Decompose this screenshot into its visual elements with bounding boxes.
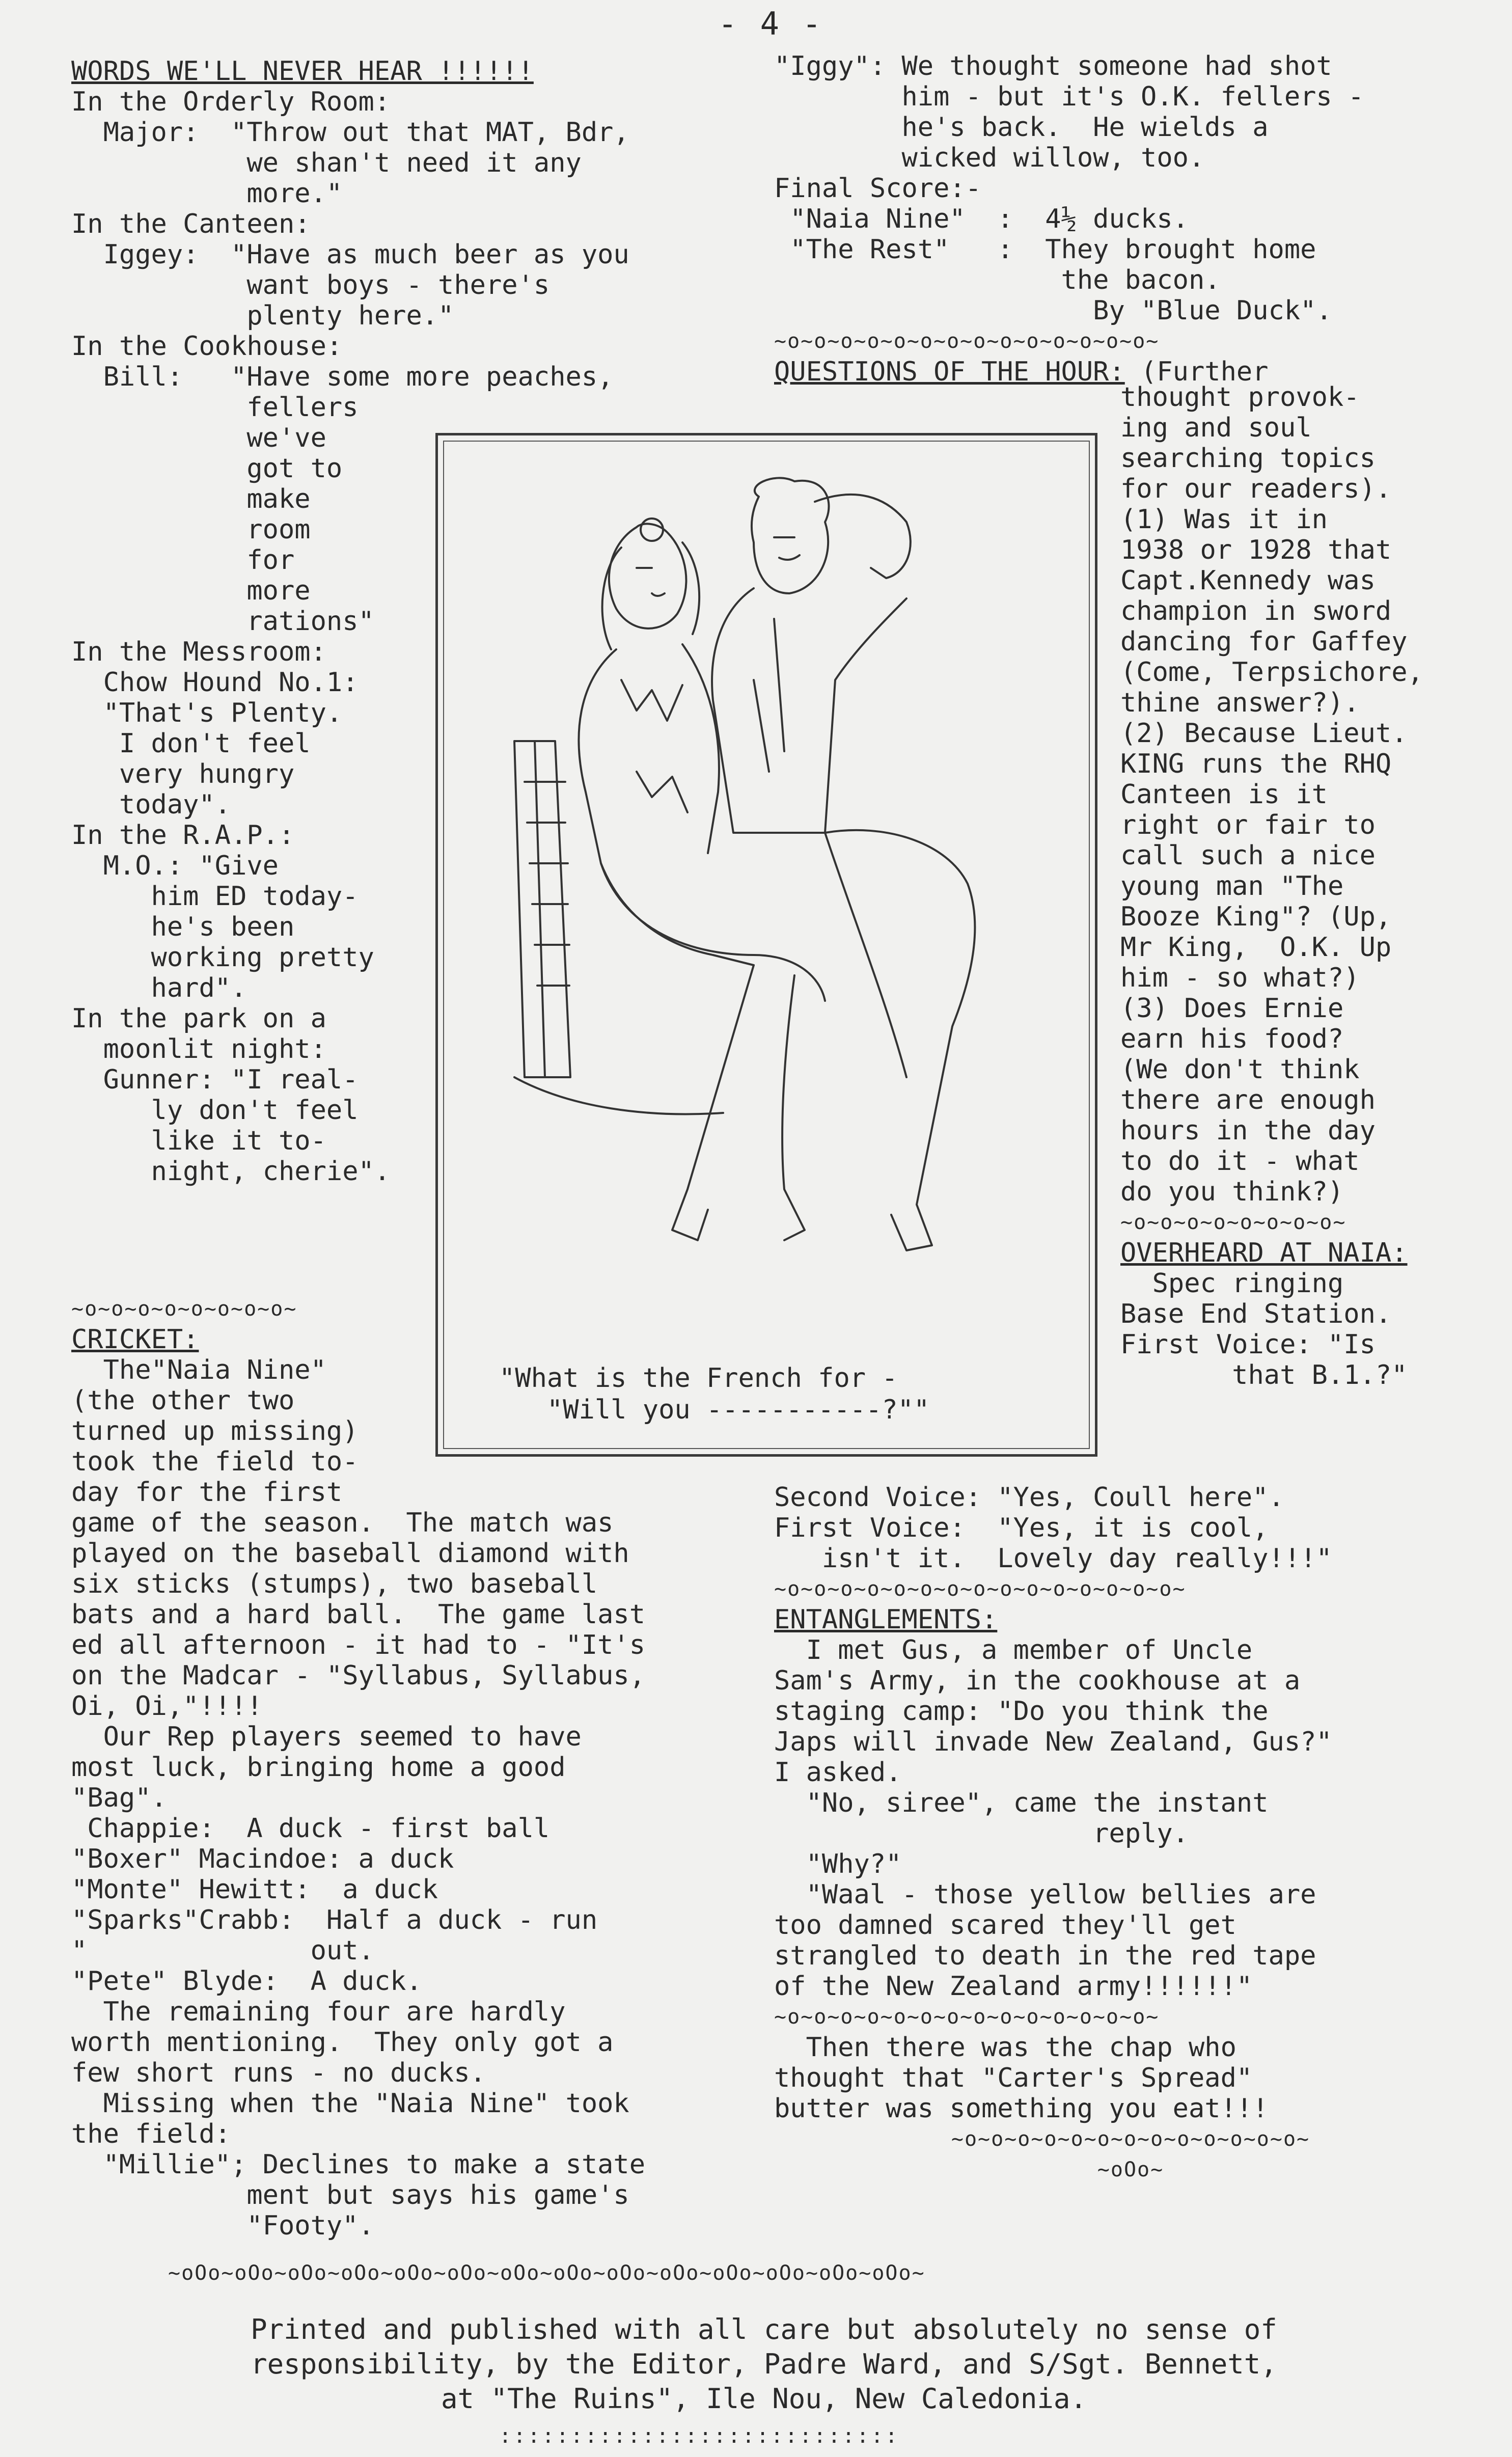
text-line: Oi, Oi,"!!!! bbox=[71, 1691, 263, 1722]
text-line: " out. bbox=[71, 1935, 374, 1966]
separator: ~o~o~o~o~o~o~o~o~o~o~o~o~o~o~o~ bbox=[774, 1577, 1186, 1601]
cricket-heading: CRICKET: bbox=[71, 1324, 199, 1355]
text-line: "No, siree", came the instant bbox=[774, 1788, 1269, 1818]
text-line: Canteen is it bbox=[1120, 779, 1328, 810]
separator: ~o~o~o~o~o~o~o~o~o~o~o~o~o~o~ bbox=[774, 2005, 1160, 2029]
page-number: - 4 - bbox=[718, 5, 823, 42]
text-line: I met Gus, a member of Uncle bbox=[774, 1635, 1253, 1666]
cricket-lines bbox=[71, 1355, 774, 2241]
caption-line-2: "Will you -----------?"" bbox=[499, 1395, 930, 1425]
text-line: The"Naia Nine" bbox=[71, 1355, 326, 1385]
text-line: worth mentioning. They only got a bbox=[71, 2027, 614, 2058]
text-line: most luck, bringing home a good bbox=[71, 1752, 566, 1783]
text-line: Then there was the chap who bbox=[774, 2032, 1236, 2063]
text-line: six sticks (stumps), two baseball bbox=[71, 1569, 598, 1599]
text-line: today". bbox=[71, 789, 231, 820]
text-line: very hungry bbox=[71, 759, 295, 789]
overheard-lines bbox=[1120, 1268, 1497, 1390]
text-line: rations" bbox=[71, 606, 374, 637]
text-line: In the park on a bbox=[71, 1003, 326, 1034]
text-line: for our readers). bbox=[1120, 474, 1392, 504]
text-line: (Come, Terpsichore, bbox=[1120, 657, 1423, 688]
separator: ~o~o~o~o~o~o~o~o~ bbox=[1120, 1211, 1346, 1234]
text-line: In the Orderly Room: bbox=[71, 87, 391, 117]
text-line: "Iggy": We thought someone had shot bbox=[774, 51, 1332, 81]
text-line: bats and a hard ball. The game last bbox=[71, 1599, 646, 1630]
text-line: day for the first bbox=[71, 1477, 343, 1508]
text-line: Spec ringing bbox=[1120, 1268, 1344, 1299]
text-line: ing and soul bbox=[1120, 413, 1312, 443]
text-line: "Waal - those yellow bellies are bbox=[774, 1879, 1316, 1910]
text-line: (the other two bbox=[71, 1385, 295, 1416]
text-line: isn't it. Lovely day really!!!" bbox=[774, 1543, 1332, 1574]
text-line: of the New Zealand army!!!!!!" bbox=[774, 1971, 1253, 2002]
text-line: "Monte" Hewitt: a duck bbox=[71, 1874, 438, 1905]
text-line: played on the baseball diamond with bbox=[71, 1538, 629, 1569]
text-line: Mr King, O.K. Up bbox=[1120, 932, 1392, 963]
text-line: ed all afternoon - it had to - "It's bbox=[71, 1630, 646, 1660]
text-line: hours in the day bbox=[1120, 1115, 1376, 1146]
text-line: strangled to death in the red tape bbox=[774, 1941, 1316, 1971]
entanglements-heading: ENTANGLEMENTS: bbox=[774, 1604, 998, 1635]
text-line: dancing for Gaffey bbox=[1120, 626, 1408, 657]
text-line: ment but says his game's bbox=[71, 2180, 629, 2210]
text-line: (1) Was it in bbox=[1120, 504, 1328, 535]
text-line: reply. bbox=[774, 1818, 1189, 1849]
separator: ~o~o~o~o~o~o~o~o~ bbox=[71, 1297, 297, 1321]
text-line: Gunner: "I real- bbox=[71, 1064, 359, 1095]
text-line: game of the season. The match was bbox=[71, 1508, 614, 1538]
text-line: butter was something you eat!!! bbox=[774, 2093, 1269, 2124]
questions-lines bbox=[1120, 382, 1497, 1207]
text-line: KING runs the RHQ bbox=[1120, 749, 1392, 779]
text-line: thought that "Carter's Spread" bbox=[774, 2063, 1253, 2093]
publication-footer bbox=[153, 2312, 1375, 2416]
text-line: I asked. bbox=[774, 1757, 902, 1788]
text-line: he's back. He wields a bbox=[774, 112, 1269, 143]
text-line: Sam's Army, in the cookhouse at a bbox=[774, 1666, 1301, 1696]
separator: ~o~o~o~o~o~o~o~o~o~o~o~o~o~o~ bbox=[774, 330, 1160, 353]
text-line: Missing when the "Naia Nine" took bbox=[71, 2088, 629, 2119]
text-line: Final Score:- bbox=[774, 173, 981, 204]
text-line: more." bbox=[71, 178, 343, 209]
text-line: to do it - what bbox=[1120, 1146, 1360, 1177]
text-line: ly don't feel bbox=[71, 1095, 359, 1126]
text-line: moonlit night: bbox=[71, 1034, 326, 1064]
text-line: few short runs - no ducks. bbox=[71, 2058, 486, 2088]
text-line: First Voice: "Yes, it is cool, bbox=[774, 1513, 1269, 1543]
text-line: "Sparks"Crabb: Half a duck - run bbox=[71, 1905, 598, 1935]
text-line: make bbox=[71, 484, 311, 514]
text-line: for bbox=[71, 545, 295, 576]
text-line: Chappie: A duck - first ball bbox=[71, 1813, 550, 1844]
cricket-continued-section bbox=[774, 51, 1487, 387]
section-heading: WORDS WE'LL NEVER HEAR !!!!!! bbox=[71, 56, 534, 87]
text-line: room bbox=[71, 514, 311, 545]
text-line: By "Blue Duck". bbox=[774, 295, 1332, 326]
text-line: "Naia Nine" : 4½ ducks. bbox=[774, 204, 1189, 234]
text-line: (2) Because Lieut. bbox=[1120, 718, 1408, 749]
text-line: night, cherie". bbox=[71, 1156, 391, 1187]
text-line: plenty here." bbox=[71, 301, 454, 331]
text-line: "Boxer" Macindoe: a duck bbox=[71, 1844, 454, 1874]
text-line: that B.1.?" bbox=[1120, 1360, 1408, 1390]
text-line: In the Messroom: bbox=[71, 637, 326, 667]
text-line: call such a nice bbox=[1120, 840, 1376, 871]
text-line: thought provok- bbox=[1120, 382, 1360, 413]
separator: ~o~o~o~o~o~o~o~o~o~o~o~o~o~ bbox=[951, 2127, 1310, 2151]
text-line: more bbox=[71, 576, 311, 606]
text-line: 1938 or 1928 that bbox=[1120, 535, 1392, 565]
text-line: In the R.A.P.: bbox=[71, 820, 295, 851]
text-line: on the Madcar - "Syllabus, Syllabus, bbox=[71, 1660, 646, 1691]
text-line: I don't feel bbox=[71, 728, 311, 759]
text-line: him ED today- bbox=[71, 881, 359, 912]
text-line: Chow Hound No.1: bbox=[71, 667, 359, 698]
text-line: "The Rest" : They brought home bbox=[774, 234, 1316, 265]
text-line: champion in sword bbox=[1120, 596, 1392, 626]
text-line: "Pete" Blyde: A duck. bbox=[71, 1966, 422, 1997]
text-line: him - but it's O.K. fellers - bbox=[774, 81, 1364, 112]
text-line: young man "The bbox=[1120, 871, 1344, 902]
text-line: there are enough bbox=[1120, 1085, 1376, 1115]
text-line: "Footy". bbox=[71, 2210, 374, 2241]
text-line: (We don't think bbox=[1120, 1054, 1360, 1085]
text-line: the field: bbox=[71, 2119, 231, 2149]
text-line: him - so what?) bbox=[1120, 963, 1360, 993]
text-line: Booze King"? (Up, bbox=[1120, 902, 1392, 932]
long-separator: ~oOo~oOo~oOo~oOo~oOo~oOo~oOo~oOo~oOo~oOo~oOo~oOo~oOo~oOo~ bbox=[168, 2261, 925, 2285]
text-line: earn his food? bbox=[1120, 1024, 1344, 1054]
text-line: "Why?" bbox=[774, 1849, 902, 1879]
text-line: "Millie"; Declines to make a state bbox=[71, 2149, 646, 2180]
text-line: wicked willow, too. bbox=[774, 143, 1205, 173]
text-line: hard". bbox=[71, 973, 247, 1003]
text-line: (3) Does Ernie bbox=[1120, 993, 1344, 1024]
couple-sketch-illustration bbox=[469, 466, 1064, 1281]
text-line: Bill: "Have some more peaches, bbox=[71, 362, 614, 392]
voices-lines bbox=[774, 1482, 1487, 1574]
text-line: working pretty bbox=[71, 942, 374, 973]
text-line: In the Canteen: bbox=[71, 209, 311, 239]
text-line: do you think?) bbox=[1120, 1177, 1344, 1207]
iggy-final-score-lines bbox=[774, 51, 1487, 326]
end-mark: ~oOo~ bbox=[1097, 2158, 1164, 2181]
closing-lines bbox=[774, 2032, 1487, 2124]
text-line: turned up missing) bbox=[71, 1416, 359, 1446]
text-line: searching topics bbox=[1120, 443, 1376, 474]
text-line: Iggey: "Have as much beer as you bbox=[71, 239, 629, 270]
text-line: Second Voice: "Yes, Coull here". bbox=[774, 1482, 1284, 1513]
text-line: thine answer?). bbox=[1120, 688, 1360, 718]
footer-dots: :::::::::::::::::::::::::::: bbox=[499, 2424, 900, 2448]
text-line: M.O.: "Give bbox=[71, 851, 279, 881]
text-line: Our Rep players seemed to have bbox=[71, 1722, 582, 1752]
text-line: First Voice: "Is bbox=[1120, 1329, 1376, 1360]
text-line: Base End Station. bbox=[1120, 1299, 1392, 1329]
text-line: The remaining four are hardly bbox=[71, 1997, 566, 2027]
entanglements-lines bbox=[774, 1635, 1487, 2002]
text-line: like it to- bbox=[71, 1126, 326, 1156]
text-line: we shan't need it any bbox=[71, 148, 582, 178]
text-line: "That's Plenty. bbox=[71, 698, 343, 728]
footer-line-2: responsibility, by the Editor, Padre Ward, and S/Sgt. Bennett, bbox=[251, 2348, 1277, 2380]
questions-heading: QUESTIONS OF THE HOUR: bbox=[774, 357, 1125, 387]
cricket-section bbox=[71, 1294, 774, 2241]
text-line: fellers bbox=[71, 392, 359, 423]
overheard-heading: OVERHEARD AT NAIA: bbox=[1120, 1238, 1408, 1268]
footer-line-1: Printed and published with all care but absolutely no sense of bbox=[251, 2313, 1277, 2345]
overheard-entanglements-section bbox=[774, 1482, 1487, 2185]
text-line: Japs will invade New Zealand, Gus?" bbox=[774, 1727, 1332, 1757]
text-line: Major: "Throw out that MAT, Bdr, bbox=[71, 117, 629, 148]
text-line: got to bbox=[71, 453, 343, 484]
caption-line-1: "What is the French for - bbox=[499, 1363, 898, 1394]
questions-of-the-hour-section bbox=[1120, 382, 1497, 1390]
text-line: the bacon. bbox=[774, 265, 1221, 295]
text-line: too damned scared they'll get bbox=[774, 1910, 1236, 1941]
text-line: we've bbox=[71, 423, 326, 453]
text-line: "Bag". bbox=[71, 1783, 167, 1813]
text-line: Capt.Kennedy was bbox=[1120, 565, 1376, 596]
text-line: want boys - there's bbox=[71, 270, 550, 301]
footer-line-3: at "The Ruins", Ile Nou, New Caledonia. bbox=[441, 2383, 1087, 2415]
text-line: he's been bbox=[71, 912, 295, 942]
text-line: took the field to- bbox=[71, 1446, 359, 1477]
text-line: staging camp: "Do you think the bbox=[774, 1696, 1269, 1727]
text-line: In the Cookhouse: bbox=[71, 331, 343, 362]
text-line: right or fair to bbox=[1120, 810, 1376, 840]
questions-intro: (Further bbox=[1141, 357, 1269, 387]
